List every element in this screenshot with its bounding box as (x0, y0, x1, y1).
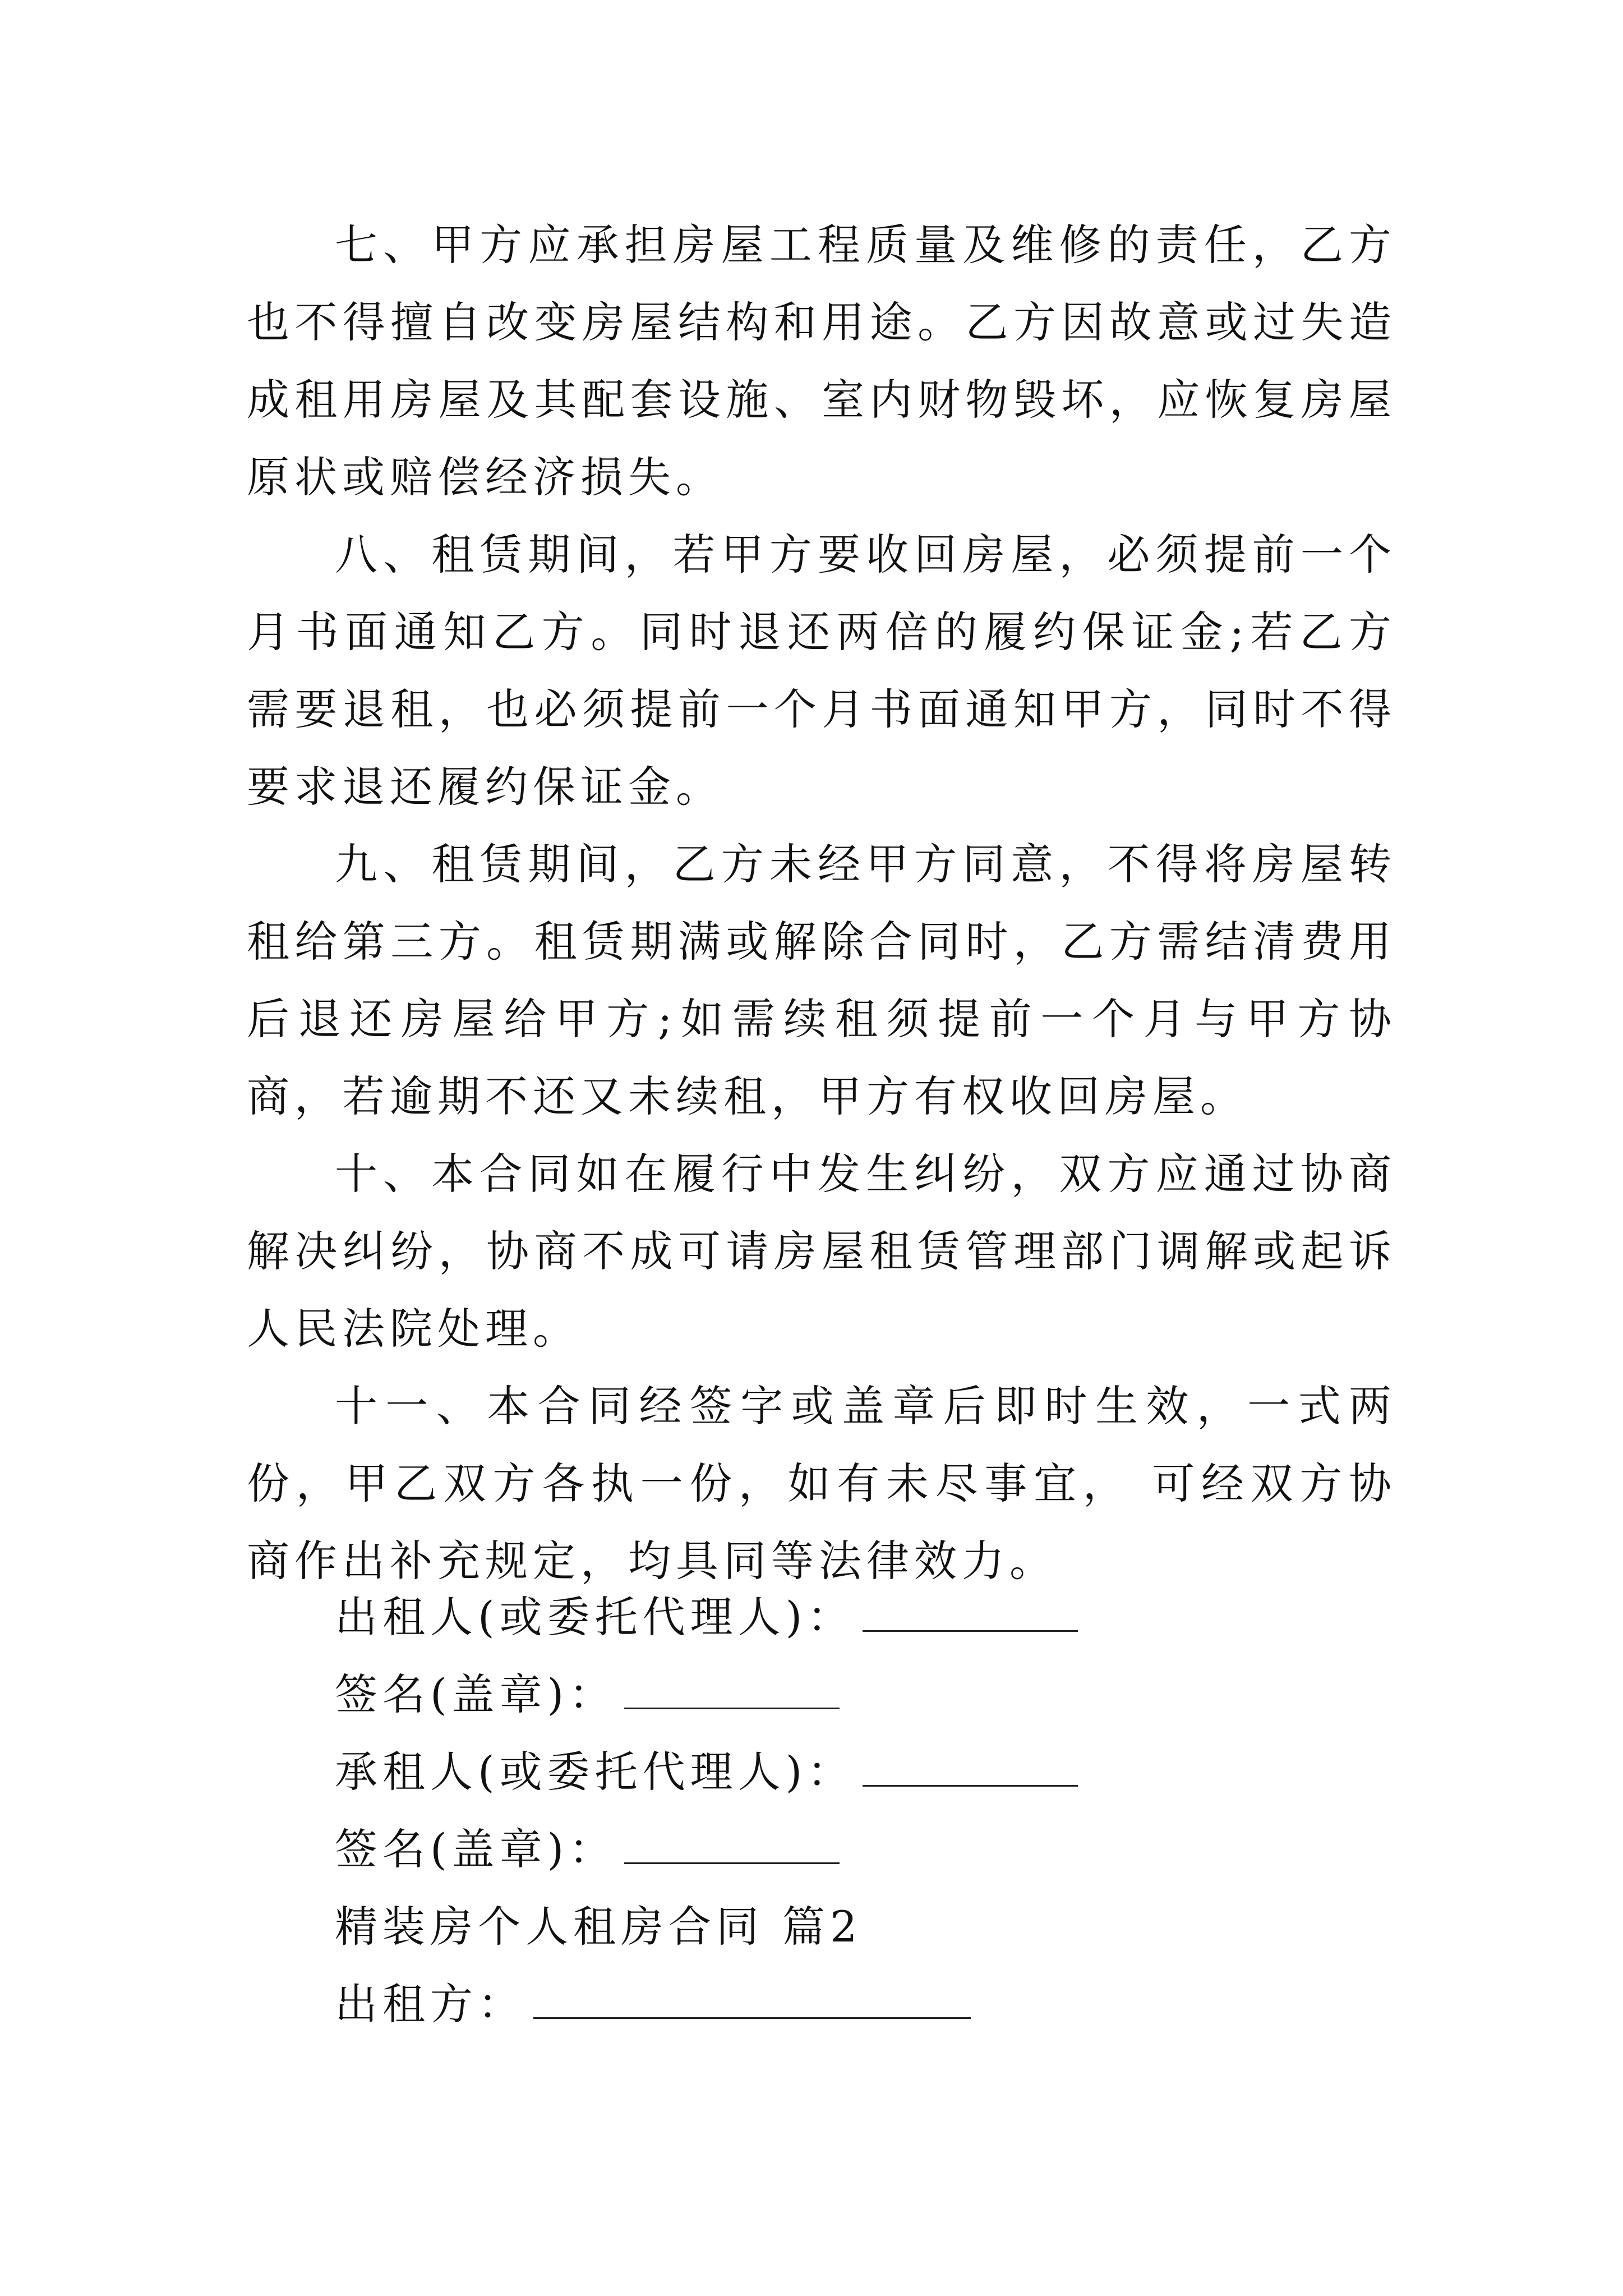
lessee-sign-line (335, 1811, 1400, 1888)
lessor-sign-line (335, 1656, 1400, 1733)
clause-10: 十、本合同如在履行中发生纠纷，双方应通过协商解决纠纷，协商不成可请房屋租赁管理部门调解或起诉人民法院处理。 (247, 1149, 1396, 1354)
lessee-sign-label: 签名(盖章)： (335, 1824, 617, 1874)
contract-clauses (247, 206, 1396, 1600)
lessor-blank (863, 1591, 1078, 1632)
lessor-sign-blank (624, 1668, 840, 1709)
lessor-line (335, 1579, 1400, 1656)
lessee-sign-blank (624, 1823, 840, 1864)
lessor-party-label: 出租方： (335, 1979, 525, 2029)
clause-9: 九、租赁期间，乙方未经甲方同意，不得将房屋转租给第三方。租赁期满或解除合同时，乙方需结清费用后退还房屋给甲方;如需续租须提前一个月与甲方协商，若逾期不还又未续租，甲方有权收回房屋。 (247, 839, 1396, 1121)
clause-8: 八、租赁期间，若甲方要收回房屋，必须提前一个月书面通知乙方。同时退还两倍的履约保证金;若乙方需要退租，也必须提前一个月书面通知甲方，同时不得要求退还履约保证金。 (247, 530, 1396, 812)
section-title: 精装房个人租房合同 篇2 (335, 1902, 863, 1952)
lessor-label: 出租人(或委托代理人)： (335, 1592, 855, 1642)
lessor-party-blank (533, 1978, 971, 2019)
lessee-line (335, 1733, 1400, 1811)
lessee-blank (863, 1746, 1078, 1787)
lessor-sign-label: 签名(盖章)： (335, 1669, 617, 1719)
clause-11: 十一、本合同经签字或盖章后即时生效，一式两份，甲乙双方各执一份，如有未尽事宜， 可经双方协商作出补充规定，均具同等法律效力。 (247, 1381, 1396, 1586)
clause-7: 七、甲方应承担房屋工程质量及维修的责任，乙方也不得擅自改变房屋结构和用途。乙方因故意或过失造成租用房屋及其配套设施、室内财物毁坏，应恢复房屋原状或赔偿经济损失。 (247, 220, 1396, 502)
signature-block (335, 1579, 1400, 2043)
lessee-label: 承租人(或委托代理人)： (335, 1747, 855, 1797)
lessor-party-line (335, 1966, 1400, 2043)
